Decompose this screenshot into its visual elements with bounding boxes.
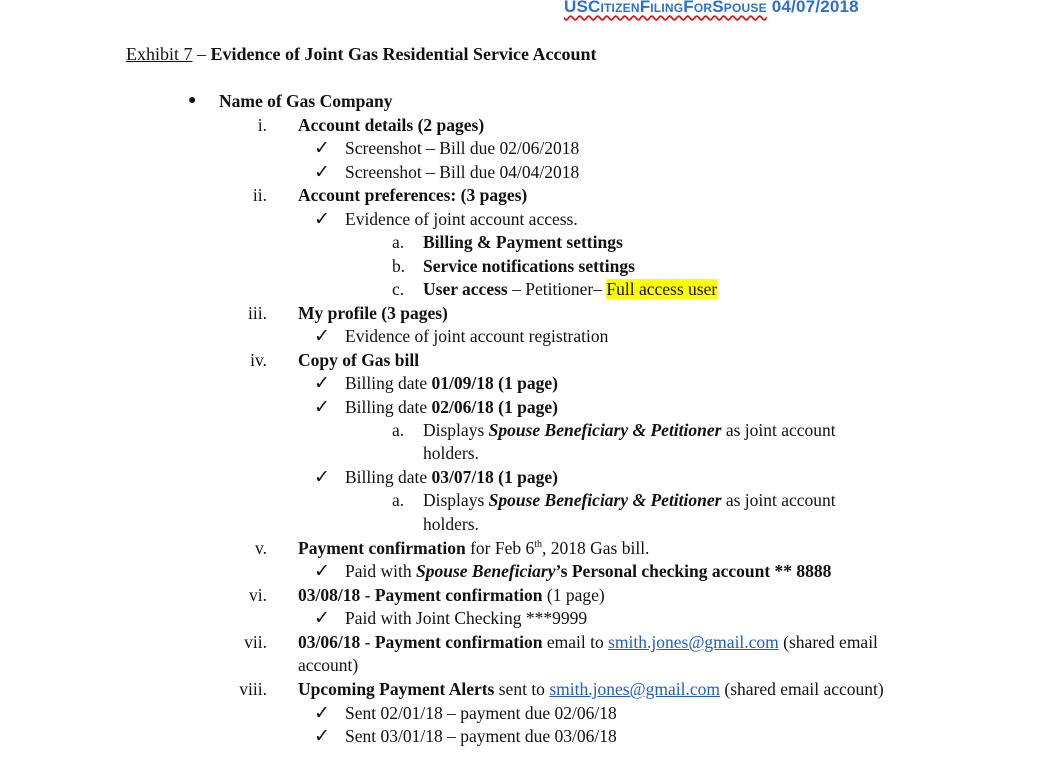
section-number: viii. [239, 679, 267, 699]
sub-letter: a. [392, 420, 405, 440]
section-number: ii. [252, 185, 267, 205]
list-item: Sent 02/01/18 – payment due 02/06/18 [345, 703, 617, 723]
sub-item [423, 278, 717, 300]
section-title-wrap: account) [298, 655, 359, 675]
email-link[interactable]: smith.jones@gmail.com [608, 632, 779, 652]
section-title [298, 584, 605, 606]
checkmark-icon: ✓ [314, 372, 330, 394]
item-text: Displays [423, 420, 489, 440]
stamp-date: 04/07/2018 [771, 0, 859, 16]
sub-item-wrap: holders. [423, 514, 479, 534]
item-bold-italic: Spouse Beneficiary [415, 561, 556, 581]
section-title [298, 537, 649, 559]
item-text: (shared email [778, 632, 878, 652]
sub-item [423, 489, 836, 511]
sub-letter: a. [392, 490, 405, 510]
item-bold: 02/06/18 (1 page) [431, 397, 558, 417]
email-link[interactable]: smith.jones@gmail.com [549, 679, 720, 699]
item-bold: 03/08/18 [298, 585, 361, 605]
checkmark-icon: ✓ [314, 560, 330, 582]
checkmark-icon: ✓ [314, 396, 330, 418]
item-text: as joint account [721, 420, 836, 440]
petitioner-text: – Petitioner– [507, 279, 607, 299]
section-number: iii. [248, 303, 267, 323]
item-text: Billing date [345, 373, 432, 393]
section-title: Copy of Gas bill [298, 350, 420, 370]
item-bold: 01/09/18 (1 page) [431, 373, 558, 393]
section-number: i. [257, 115, 267, 135]
checkmark-icon: ✓ [314, 725, 330, 747]
item-text: email to [542, 632, 609, 652]
section-title: Account details (2 pages) [298, 115, 485, 135]
list-item: Sent 03/01/18 – payment due 03/06/18 [345, 726, 617, 746]
item-text: for Feb 6 [465, 538, 535, 558]
checkmark-icon: ✓ [314, 702, 330, 724]
section-title: My profile (3 pages) [298, 303, 448, 323]
page-title [126, 43, 596, 65]
sub-item [423, 419, 836, 441]
list-item [345, 560, 831, 582]
section-title [298, 631, 878, 653]
item-bold: 03/07/18 (1 page) [431, 467, 558, 487]
section-number: vii. [244, 632, 267, 652]
highlighted-text: Full access user [606, 279, 718, 299]
section-title: Account preferences: (3 pages) [298, 185, 528, 205]
checkmark-icon: ✓ [314, 137, 330, 159]
item-text: Paid with [345, 561, 416, 581]
sub-letter: a. [392, 232, 405, 252]
item-bold: 03/06/18 [298, 632, 361, 652]
list-item [345, 466, 558, 488]
checkmark-icon: ✓ [314, 607, 330, 629]
superscript: th [534, 539, 542, 551]
sub-item: Billing & Payment settings [423, 232, 623, 252]
section-title [298, 678, 884, 700]
title-heading: Evidence of Joint Gas Residential Service Account [210, 44, 597, 64]
item-bold: Upcoming Payment Alerts [298, 679, 495, 699]
sub-item: Service notifications settings [423, 256, 635, 276]
list-item [345, 396, 558, 418]
item-text: as joint account [721, 490, 836, 510]
item-text: sent to [494, 679, 550, 699]
item-text: (1 page) [542, 585, 605, 605]
section-number: iv. [250, 350, 267, 370]
item-text: Billing date [345, 397, 432, 417]
list-item: Paid with Joint Checking ***9999 [345, 608, 588, 628]
checkmark-icon: ✓ [314, 325, 330, 347]
item-text: (shared email account) [720, 679, 884, 699]
section-number: v. [255, 538, 267, 558]
bullet-icon: ● [188, 93, 197, 108]
item-text: - [360, 632, 375, 652]
item-bold-italic: Spouse Beneficiary & Petitioner [488, 490, 722, 510]
stamp-text: USCitizenFilingForSpouse [564, 0, 767, 16]
section-number: vi. [249, 585, 267, 605]
item-text: , 2018 Gas bill. [542, 538, 650, 558]
header-stamp [564, 0, 859, 18]
item-bold: Payment confirmation [298, 538, 466, 558]
list-item: Evidence of joint account access. [345, 209, 578, 229]
item-bold: Payment confirmation [374, 632, 543, 652]
user-access-label: User access [423, 279, 508, 299]
list-item [345, 372, 558, 394]
list-item: Screenshot – Bill due 02/06/2018 [345, 138, 580, 158]
item-bold: Payment confirmation [374, 585, 543, 605]
item-text: Billing date [345, 467, 432, 487]
exhibit-label: Exhibit 7 [126, 44, 193, 64]
checkmark-icon: ✓ [314, 466, 330, 488]
list-item: Screenshot – Bill due 04/04/2018 [345, 162, 580, 182]
item-text: - [360, 585, 375, 605]
item-bold-italic: Spouse Beneficiary & Petitioner [488, 420, 722, 440]
item-text: Displays [423, 490, 489, 510]
company-name: Name of Gas Company [219, 91, 393, 111]
sub-letter: c. [392, 279, 405, 299]
title-dash: – [192, 44, 211, 64]
item-bold: ’s Personal checking account ** 8888 [555, 561, 832, 581]
checkmark-icon: ✓ [314, 161, 330, 183]
list-item: Evidence of joint account registration [345, 326, 609, 346]
checkmark-icon: ✓ [314, 208, 330, 230]
sub-item-wrap: holders. [423, 443, 479, 463]
sub-letter: b. [392, 256, 406, 276]
